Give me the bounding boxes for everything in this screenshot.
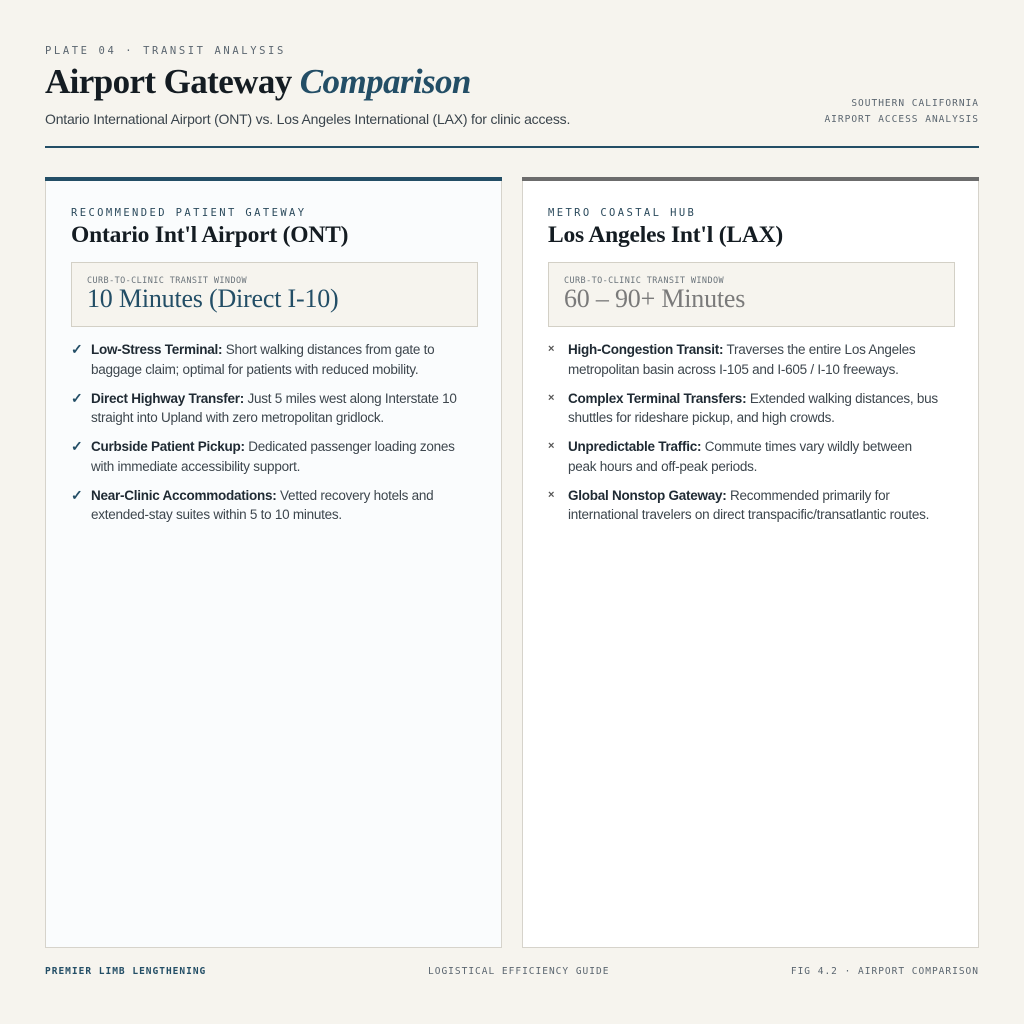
x-icon: × bbox=[548, 391, 555, 404]
plate-eyebrow: PLATE 04 · TRANSIT ANALYSIS bbox=[45, 45, 286, 57]
item-text: Extended walking distances, bus shuttles for rideshare pickup, and high crowds. bbox=[568, 390, 938, 425]
ont-card bbox=[45, 177, 502, 948]
meta-line-region: SOUTHERN CALIFORNIA bbox=[851, 98, 979, 109]
page bbox=[45, 0, 979, 1024]
item-text: Dedicated passenger loading zones with immediate accessibility support. bbox=[91, 439, 455, 474]
item-text: Recommended primarily for international travelers on direct transpacific/transatlantic routes. bbox=[568, 487, 930, 522]
item-text: Commute times vary wildly between peak hours and off-peak periods. bbox=[568, 439, 912, 474]
title-main: Airport Gateway bbox=[45, 62, 292, 101]
item-title: Low-Stress Terminal: bbox=[91, 342, 223, 357]
card-eyebrow: RECOMMENDED PATIENT GATEWAY bbox=[71, 207, 307, 219]
x-icon: × bbox=[548, 488, 555, 501]
list-item bbox=[71, 486, 461, 525]
card-top-bar bbox=[45, 177, 502, 181]
feature-list bbox=[548, 340, 938, 534]
footer-figure-label: FIG 4.2 · AIRPORT COMPARISON bbox=[790, 966, 979, 977]
item-title: Unpredictable Traffic: bbox=[568, 439, 702, 454]
feature-list bbox=[71, 340, 461, 534]
footer-guide-title: LOGISTICAL EFFICIENCY GUIDE bbox=[428, 966, 610, 977]
card-title: Ontario Int'l Airport (ONT) bbox=[71, 222, 349, 248]
item-title: Direct Highway Transfer: bbox=[91, 390, 245, 406]
card-title: Los Angeles Int'l (LAX) bbox=[548, 222, 783, 248]
item-text: Traverses the entire Los Angeles metropolitan basin across I-105 and I-605 / I-10 freeways. bbox=[568, 342, 916, 377]
transit-window-value: 10 Minutes (Direct I-10) bbox=[87, 284, 339, 313]
list-item bbox=[548, 437, 938, 476]
lax-card bbox=[522, 177, 979, 948]
page-title bbox=[45, 62, 471, 102]
card-eyebrow: METRO COASTAL HUB bbox=[548, 207, 697, 219]
list-item bbox=[71, 437, 461, 476]
list-item bbox=[548, 389, 938, 428]
check-icon: ✓ bbox=[71, 389, 83, 406]
item-text: Just 5 miles west along Interstate 10 straight into Upland with zero metropolitan gridlock. bbox=[91, 390, 457, 425]
transit-window-box bbox=[71, 262, 478, 327]
header-meta bbox=[824, 96, 979, 128]
item-text: Short walking distances from gate to baggage claim; optimal for patients with reduced mobility. bbox=[91, 342, 435, 377]
transit-window-label: CURB-TO-CLINIC TRANSIT WINDOW bbox=[564, 276, 725, 286]
check-icon: ✓ bbox=[71, 486, 83, 503]
transit-window-value: 60 – 90+ Minutes bbox=[564, 284, 746, 313]
item-title: Complex Terminal Transfers: bbox=[568, 390, 747, 406]
header-divider bbox=[45, 146, 979, 148]
item-title: High-Congestion Transit: bbox=[568, 342, 724, 357]
transit-window-label: CURB-TO-CLINIC TRANSIT WINDOW bbox=[87, 276, 248, 286]
list-item bbox=[548, 486, 938, 525]
x-icon: × bbox=[548, 343, 555, 355]
item-title: Near-Clinic Accommodations: bbox=[91, 487, 277, 503]
x-icon: × bbox=[548, 440, 555, 452]
transit-window-box bbox=[548, 262, 955, 327]
check-icon: ✓ bbox=[71, 438, 83, 454]
title-accent: Comparison bbox=[299, 62, 471, 101]
item-text: Vetted recovery hotels and extended-stay suites within 5 to 10 minutes. bbox=[91, 487, 434, 522]
list-item bbox=[548, 340, 938, 379]
footer-brand: PREMIER LIMB LENGTHENING bbox=[45, 966, 207, 977]
list-item bbox=[71, 389, 461, 428]
card-top-bar bbox=[522, 177, 979, 181]
meta-line-analysis: AIRPORT ACCESS ANALYSIS bbox=[824, 114, 979, 125]
item-title: Global Nonstop Gateway: bbox=[568, 487, 727, 503]
page-subtitle: Ontario International Airport (ONT) vs. Los Angeles International (LAX) for clinic access. bbox=[45, 111, 571, 127]
list-item bbox=[71, 340, 461, 379]
check-icon: ✓ bbox=[71, 341, 83, 357]
item-title: Curbside Patient Pickup: bbox=[91, 439, 245, 454]
